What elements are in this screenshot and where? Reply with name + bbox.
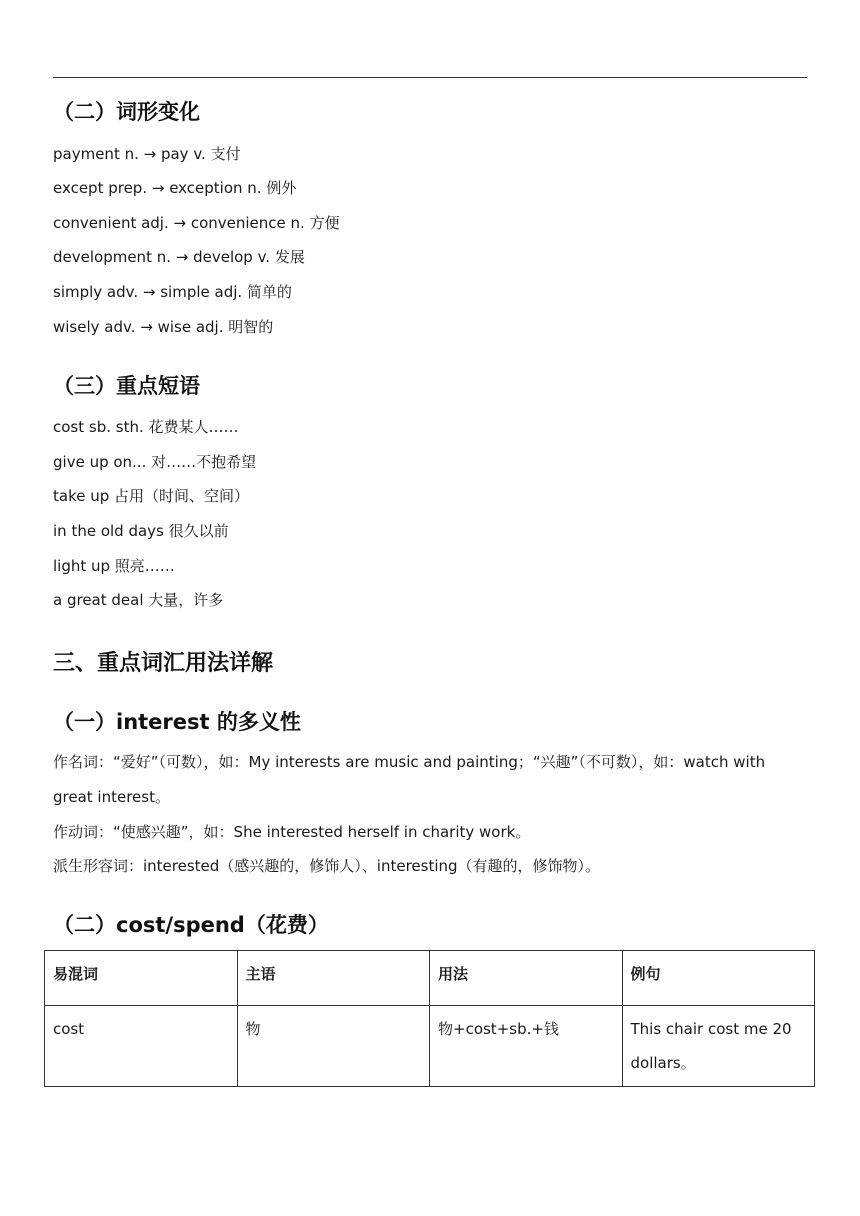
heading-interest: （一）interest 的多义性 (53, 710, 301, 734)
phrase-item: light up 照亮…… (53, 557, 175, 575)
table-cell: This chair cost me 20 dollars。 (622, 1006, 815, 1087)
heading-usage: 三、重点词汇用法详解 (53, 651, 274, 676)
table-header-cell: 主语 (237, 951, 430, 1006)
table-header-cell: 用法 (430, 951, 623, 1006)
table-header-row (45, 951, 815, 1006)
heading-cost-spend: （二）cost/spend（花费） (53, 913, 329, 937)
word-form-item: development n. → develop v. 发展 (53, 248, 305, 266)
phrase-item: give up on... 对……不抱希望 (53, 453, 257, 471)
word-form-item: payment n. → pay v. 支付 (53, 145, 241, 163)
word-form-item: wisely adv. → wise adj. 明智的 (53, 318, 274, 336)
word-form-item: except prep. → exception n. 例外 (53, 179, 297, 197)
table-row (45, 1006, 815, 1087)
interest-verb-paragraph: 作动词：“使感兴趣”，如：She interested herself in charity work。 (53, 823, 531, 841)
table-cell: 物+cost+sb.+钱 (430, 1006, 623, 1087)
phrase-item: take up 占用（时间、空间） (53, 487, 250, 505)
word-form-item: convenient adj. → convenience n. 方便 (53, 214, 340, 232)
phrase-item: cost sb. sth. 花费某人…… (53, 418, 239, 436)
table-cell: 物 (237, 1006, 430, 1087)
heading-key-phrases: （三）重点短语 (53, 374, 200, 398)
header-rule (53, 77, 807, 78)
heading-word-forms: （二）词形变化 (53, 100, 200, 124)
word-form-item: simply adv. → simple adj. 简单的 (53, 283, 292, 301)
table-header-cell: 例句 (622, 951, 815, 1006)
cost-spend-table (44, 950, 815, 1087)
table-header-cell: 易混词 (45, 951, 238, 1006)
phrase-item: in the old days 很久以前 (53, 522, 229, 540)
table-cell: cost (45, 1006, 238, 1087)
interest-adjective-paragraph: 派生形容词：interested（感兴趣的，修饰人）、interesting（有趣的，修饰物）。 (53, 857, 601, 875)
phrase-item: a great deal 大量，许多 (53, 591, 224, 609)
interest-noun-paragraph: 作名词：“爱好”（可数），如：My interests are music and painting；“兴趣”（不可数），如：watch with great interest。 (53, 753, 766, 806)
